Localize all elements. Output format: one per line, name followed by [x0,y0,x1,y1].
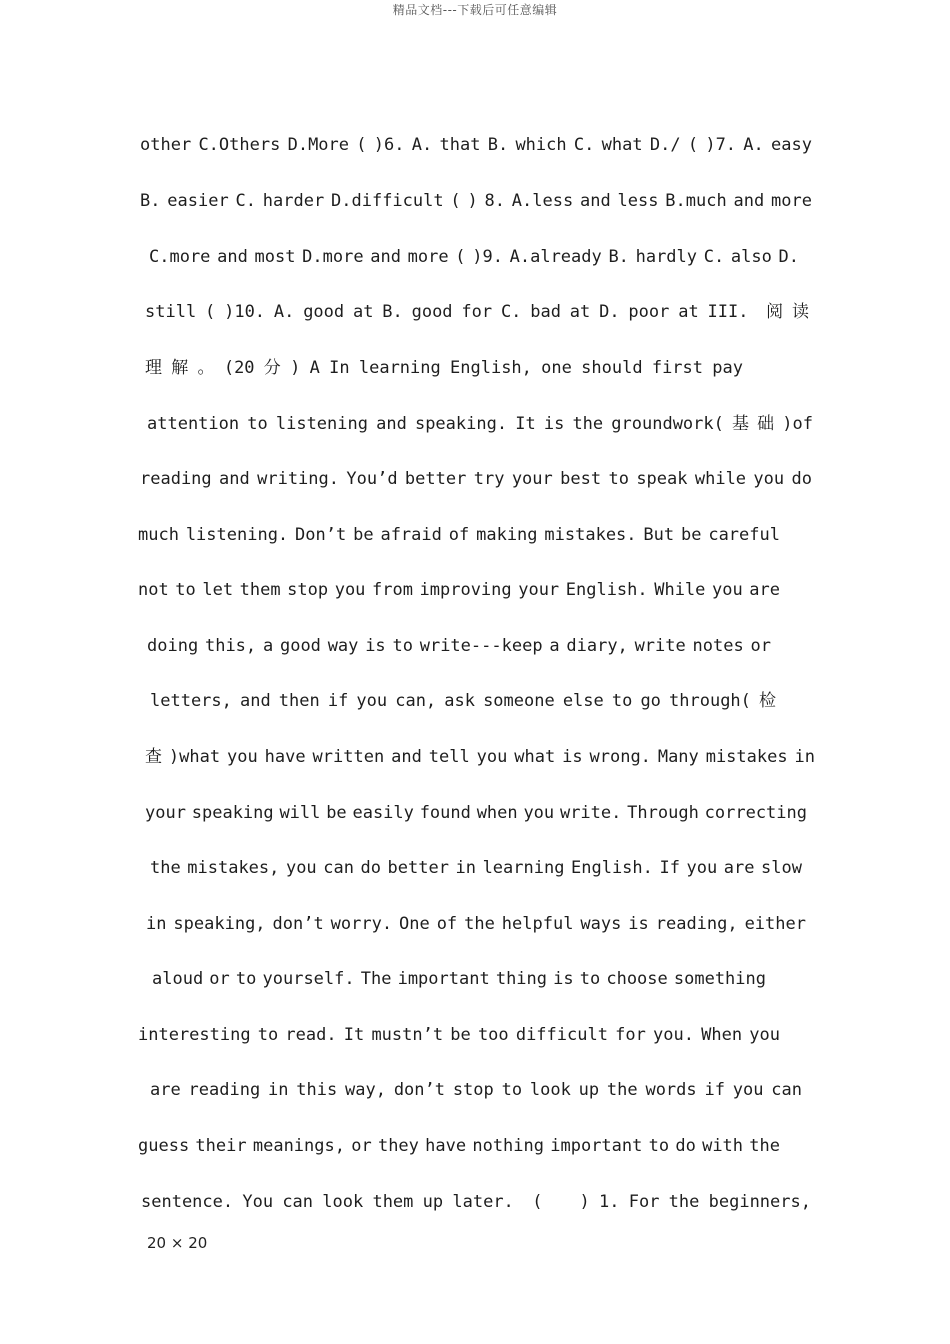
text-line: 理 解 。 (20 分 ) A In learning English, one should first pay [145,358,743,378]
text-line: still ( )10. A. good at B. good for C. bad at D. poor at III. 阅 读 [145,302,809,322]
text-line: B. easier C. harder D.difficult ( ) 8. A.less and less B.much and more [140,191,812,211]
text-line: doing this, a good way is to write---keep a diary, write notes or [147,636,771,656]
text-line: other C.Others D.More ( )6. A. that B. which C. what D./ ( )7. A. easy [140,135,812,155]
text-line: not to let them stop you from improving your English. While you are [138,580,780,600]
text-line: in speaking, don’t worry. One of the helpful ways is reading, either [146,914,806,934]
page-header: 精品文档---下载后可任意编辑 [392,3,558,17]
text-line: 查 )what you have written and tell you what is wrong. Many mistakes in [145,747,815,767]
text-line: your speaking will be easily found when you write. Through correcting [145,803,807,823]
text-line: the mistakes, you can do better in learning English. If you are slow [150,858,802,878]
text-line: guess their meanings, or they have nothing important to do with the [138,1136,780,1156]
grid-size-label: 20 × 20 [147,1234,208,1252]
text-line: aloud or to yourself. The important thing is to choose something [152,969,767,989]
text-line: reading and writing. You’d better try your best to speak while you do [140,469,812,489]
text-line: letters, and then if you can, ask someone else to go through( 检 [150,691,776,711]
text-line: much listening. Don’t be afraid of making mistakes. But be careful [138,525,780,545]
text-line: attention to listening and speaking. It is the groundwork( 基 础 )of [147,414,813,434]
text-line: interesting to read. It mustn’t be too difficult for you. When you [138,1025,780,1045]
text-line: sentence. You can look them up later. ( ) 1. For the beginners, [141,1192,811,1212]
text-line: C.more and most D.more and more ( )9. A.already B. hardly C. also D. [149,247,799,267]
text-line: are reading in this way, don’t stop to look up the words if you can [150,1080,802,1100]
